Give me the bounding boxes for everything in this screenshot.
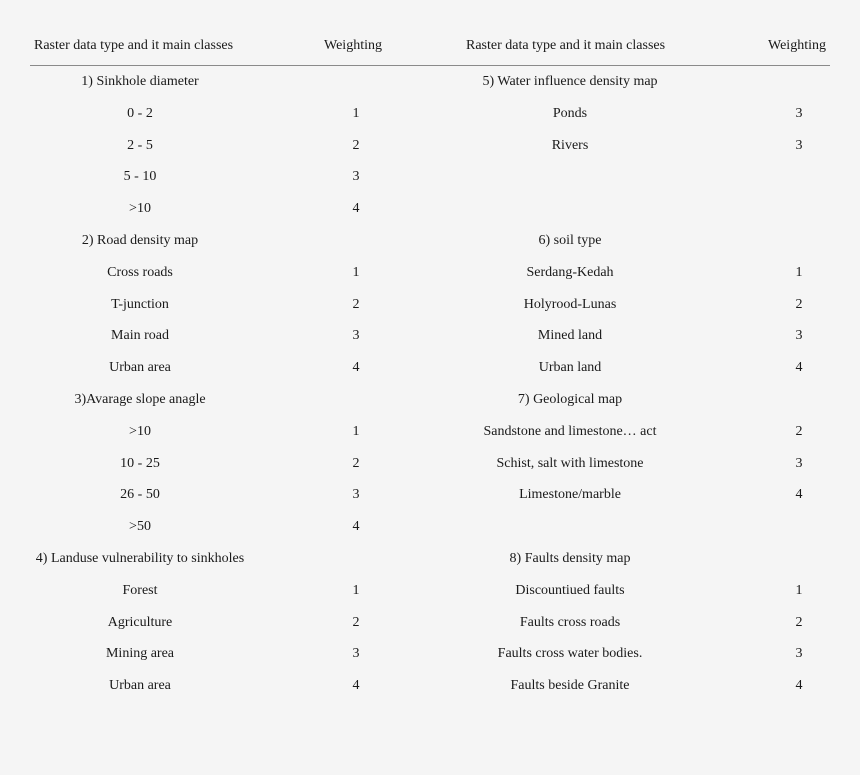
weight-value: 4 — [352, 360, 360, 376]
class-label: Holyrood-Lunas — [523, 296, 617, 312]
table-row — [430, 579, 860, 603]
class-label: Forest — [122, 582, 158, 598]
class-label: Rivers — [551, 137, 589, 153]
class-label: Cross roads — [107, 264, 173, 280]
weight-value: 1 — [352, 582, 360, 598]
table-row — [430, 483, 860, 507]
left-column — [0, 70, 430, 710]
class-label: 5) Water influence density map — [482, 74, 658, 89]
class-label: Main road — [111, 328, 169, 344]
class-label: 0 - 2 — [127, 105, 153, 121]
table-row — [0, 515, 430, 539]
class-label: 3)Avarage slope anagle — [74, 392, 206, 407]
weight-value: 3 — [795, 328, 803, 344]
weight-value: 4 — [795, 487, 803, 503]
table-row — [430, 261, 860, 285]
weight-value: 3 — [352, 328, 360, 344]
weight-value: 2 — [352, 296, 360, 312]
header-left-weight: Weighting — [324, 38, 382, 53]
class-label: Discountiued faults — [515, 582, 625, 598]
table-row — [430, 229, 860, 253]
weight-value: 1 — [352, 423, 360, 439]
right-column — [430, 70, 860, 710]
table-row — [430, 420, 860, 444]
table-row — [430, 674, 860, 698]
class-label: Urban land — [538, 360, 602, 376]
table-row — [0, 356, 430, 380]
class-label: 4) Landuse vulnerability to sinkholes — [35, 551, 245, 566]
table-row — [430, 547, 860, 571]
class-label: 2 - 5 — [127, 137, 153, 153]
class-label: >10 — [129, 201, 151, 217]
weight-value: 3 — [795, 646, 803, 662]
class-label: Agriculture — [107, 614, 173, 630]
weight-value: 4 — [352, 201, 360, 217]
weight-value: 2 — [795, 614, 803, 630]
table-row — [0, 293, 430, 317]
class-label: Sandstone and limestone… act — [483, 423, 657, 439]
class-label: Serdang-Kedah — [526, 264, 614, 280]
header-left-type: Raster data type and it main classes — [34, 38, 234, 53]
table-row — [0, 452, 430, 476]
class-label: Faults cross water bodies. — [497, 646, 643, 662]
table-row — [0, 261, 430, 285]
table-row — [0, 547, 430, 571]
table-row — [430, 102, 860, 126]
table-row — [0, 165, 430, 189]
weight-value: 1 — [352, 105, 360, 121]
class-label: Mining area — [105, 646, 175, 662]
class-label: T-junction — [111, 296, 169, 312]
class-label: >10 — [129, 423, 151, 439]
table-row — [430, 515, 860, 539]
weight-value: 2 — [795, 296, 803, 312]
table-row — [0, 420, 430, 444]
header-divider — [30, 65, 830, 66]
table-row — [0, 674, 430, 698]
weight-value: 4 — [352, 678, 360, 694]
weight-value: 3 — [795, 137, 803, 153]
class-label: 2) Road density map — [81, 233, 199, 248]
table-row — [430, 324, 860, 348]
table-row — [430, 642, 860, 666]
weight-value: 2 — [352, 614, 360, 630]
class-label: >50 — [129, 519, 151, 535]
weight-value: 2 — [352, 455, 360, 471]
header-right-weight: Weighting — [768, 38, 826, 53]
weight-value: 1 — [795, 264, 803, 280]
class-label: Urban area — [109, 360, 171, 376]
header-right-type: Raster data type and it main classes — [466, 38, 666, 53]
weight-value: 3 — [795, 455, 803, 471]
table-row — [430, 388, 860, 412]
table-row — [430, 356, 860, 380]
table-row — [0, 102, 430, 126]
class-label: 6) soil type — [538, 233, 602, 248]
table-row — [0, 483, 430, 507]
class-label: Limestone/marble — [519, 487, 621, 503]
class-label: Faults cross roads — [519, 614, 621, 630]
table-row — [0, 134, 430, 158]
class-label: Mined land — [537, 328, 603, 344]
class-label: 10 - 25 — [120, 455, 160, 471]
table-row — [0, 197, 430, 221]
weight-value: 4 — [795, 360, 803, 376]
class-label: 26 - 50 — [120, 487, 160, 503]
table-row — [0, 70, 430, 94]
table-row — [0, 579, 430, 603]
table-row — [430, 70, 860, 94]
weight-value: 3 — [352, 646, 360, 662]
class-label: Ponds — [552, 105, 588, 121]
table-header — [0, 38, 860, 60]
weight-value: 2 — [795, 423, 803, 439]
weight-value: 3 — [795, 105, 803, 121]
class-label: 8) Faults density map — [509, 551, 631, 566]
table-row — [0, 611, 430, 635]
table-row — [430, 611, 860, 635]
weight-value: 1 — [352, 264, 360, 280]
class-label: 7) Geological map — [517, 392, 623, 407]
weight-value: 1 — [795, 582, 803, 598]
table-row — [0, 388, 430, 412]
weight-value: 4 — [795, 678, 803, 694]
weight-value: 3 — [352, 169, 360, 185]
class-label: Schist, salt with limestone — [496, 455, 644, 471]
table-row — [430, 293, 860, 317]
class-label: 5 - 10 — [123, 169, 157, 185]
class-label: Faults beside Granite — [510, 678, 630, 694]
table-row — [0, 229, 430, 253]
table-row — [430, 134, 860, 158]
class-label: Urban area — [109, 678, 171, 694]
weight-value: 2 — [352, 137, 360, 153]
class-label: 1) Sinkhole diameter — [81, 74, 199, 89]
table-row — [430, 452, 860, 476]
table-row — [430, 165, 860, 189]
weight-value: 3 — [352, 487, 360, 503]
table-row — [430, 197, 860, 221]
table-row — [0, 642, 430, 666]
table-row — [0, 324, 430, 348]
weight-value: 4 — [352, 519, 360, 535]
